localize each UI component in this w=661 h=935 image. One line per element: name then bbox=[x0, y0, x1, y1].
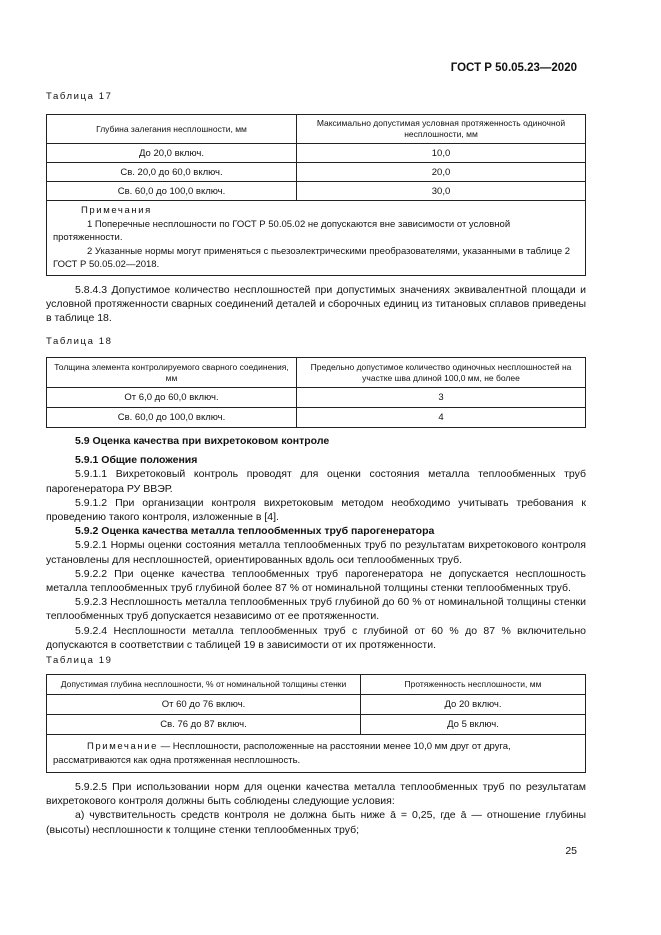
table19-cell: Св. 76 до 87 включ. bbox=[47, 715, 361, 735]
table17-note1: 1 Поперечные несплошности по ГОСТ Р 50.05.02 не допускаются вне зависимости от условной протяженности. bbox=[53, 218, 511, 243]
table-row bbox=[47, 182, 586, 201]
table19-note-label: Примечание bbox=[87, 741, 158, 752]
table17-cell: 20,0 bbox=[297, 163, 586, 182]
table19-cell: До 5 включ. bbox=[361, 715, 586, 735]
table17-notes bbox=[47, 201, 586, 276]
table17-cell: 10,0 bbox=[297, 144, 586, 163]
table17-notes-title: Примечания bbox=[81, 205, 152, 216]
paragraph-5921: 5.9.2.1 Нормы оценки состояния металла теплообменных труб по результатам вихретокового контроля установлены для несплошностей, ориентированных вдоль оси теплообменных труб. bbox=[46, 539, 586, 566]
page-number: 25 bbox=[565, 845, 577, 857]
table-row bbox=[47, 408, 586, 428]
paragraph-5912: 5.9.1.2 При организации контроля вихретоковым методом необходимо учитывать требования к проведению такого контроля, изложенные в [4]. bbox=[46, 496, 586, 524]
table-row bbox=[47, 388, 586, 408]
paragraph-5925: 5.9.2.5 При использовании норм для оценки качества металла теплообменных труб по результатам вихретокового контроля должны быть соблюдены следующие условия: bbox=[46, 781, 586, 808]
table19-caption: Таблица 19 bbox=[46, 655, 113, 666]
table18 bbox=[46, 357, 586, 428]
paragraph-5843: 5.8.4.3 Допустимое количество несплошностей при допустимых значениях эквивалентной площади и условной протяженности сварных соединений деталей и сборочных единиц из титановых сплавов приведены в таблице 18. bbox=[46, 284, 586, 325]
table19-note bbox=[47, 735, 586, 773]
table17 bbox=[46, 114, 586, 276]
table19-header-depth: Допустимая глубина несплошности, % от номинальной толщины стенки bbox=[47, 675, 361, 695]
paragraph-5911: 5.9.1.1 Вихретоковый контроль проводят для оценки состояния металла теплообменных труб парогенератора РУ ВВЭР. bbox=[46, 468, 586, 495]
section-5-9 bbox=[46, 434, 586, 652]
table18-cell: 4 bbox=[297, 408, 586, 428]
heading-5-9: 5.9 Оценка качества при вихретоковом контроле bbox=[75, 435, 330, 447]
heading-5-9-2: 5.9.2 Оценка качества металла теплообменных труб парогенератора bbox=[75, 525, 435, 538]
paragraph-5922: 5.9.2.2 При оценке качества теплообменных труб парогенератора не допускается несплошность металла теплообменных труб глубиной более 87 % от номинальной толщины стенки теплообменных труб. bbox=[46, 567, 586, 595]
table17-cell: Св. 60,0 до 100,0 включ. bbox=[47, 182, 297, 201]
table18-cell: Св. 60,0 до 100,0 включ. bbox=[47, 408, 297, 428]
paragraph-item-a: а) чувствительность средств контроля не должна быть ниже ā = 0,25, где ā — отношение глубины (высоты) несплошности к толщине стенки теплообменных труб; bbox=[46, 809, 586, 836]
table18-caption: Таблица 18 bbox=[46, 336, 113, 347]
table18-cell: От 6,0 до 60,0 включ. bbox=[47, 388, 297, 408]
paragraph-5924: 5.9.2.4 Несплошности металла теплообменных труб с глубиной от 60 % до 87 % включительно допускаются в соответствии с таблицей 19 в зависимости от их протяженности. bbox=[46, 624, 586, 651]
paragraph-5925-block bbox=[46, 780, 586, 837]
table-row bbox=[47, 715, 586, 735]
table17-cell: До 20,0 включ. bbox=[47, 144, 297, 163]
table-row bbox=[47, 144, 586, 163]
table19-header-length: Протяженность несплошности, мм bbox=[361, 675, 586, 695]
table-row bbox=[47, 163, 586, 182]
table18-cell: 3 bbox=[297, 388, 586, 408]
table17-header-length: Максимально допустимая условная протяженность одиночной несплошности, мм bbox=[297, 115, 586, 144]
table17-header-depth: Глубина залегания несплошности, мм bbox=[47, 115, 297, 144]
document-id: ГОСТ Р 50.05.23—2020 bbox=[450, 62, 577, 74]
table-row bbox=[47, 695, 586, 715]
heading-5-9-1: 5.9.1 Общие положения bbox=[75, 454, 198, 467]
table18-header-thickness: Толщина элемента контролируемого сварного соединения, мм bbox=[47, 358, 297, 388]
table19-cell: От 60 до 76 включ. bbox=[47, 695, 361, 715]
table17-note2: 2 Указанные нормы могут применяться с пьезоэлектрическими преобразователями, указанными в таблице 2 ГОСТ Р 50.05.02—2018. bbox=[53, 245, 571, 270]
table19-note-text: — Несплошности, расположенные на расстоянии менее 10,0 мм друг от друга, рассматриваются как одна протяженная несплошность. bbox=[53, 741, 511, 766]
table19-cell: До 20 включ. bbox=[361, 695, 586, 715]
table17-cell: 30,0 bbox=[297, 182, 586, 201]
table17-cell: Св. 20,0 до 60,0 включ. bbox=[47, 163, 297, 182]
table19 bbox=[46, 674, 586, 773]
paragraph-5923: 5.9.2.3 Несплошность металла теплообменных труб глубиной до 60 % от номинальной толщины стенки теплообменных труб допускается независимо от ее протяженности. bbox=[46, 596, 586, 623]
table18-header-count: Предельно допустимое количество одиночных несплошностей на участке шва длиной 100,0 мм, не более bbox=[297, 358, 586, 388]
table17-caption: Таблица 17 bbox=[46, 91, 113, 102]
